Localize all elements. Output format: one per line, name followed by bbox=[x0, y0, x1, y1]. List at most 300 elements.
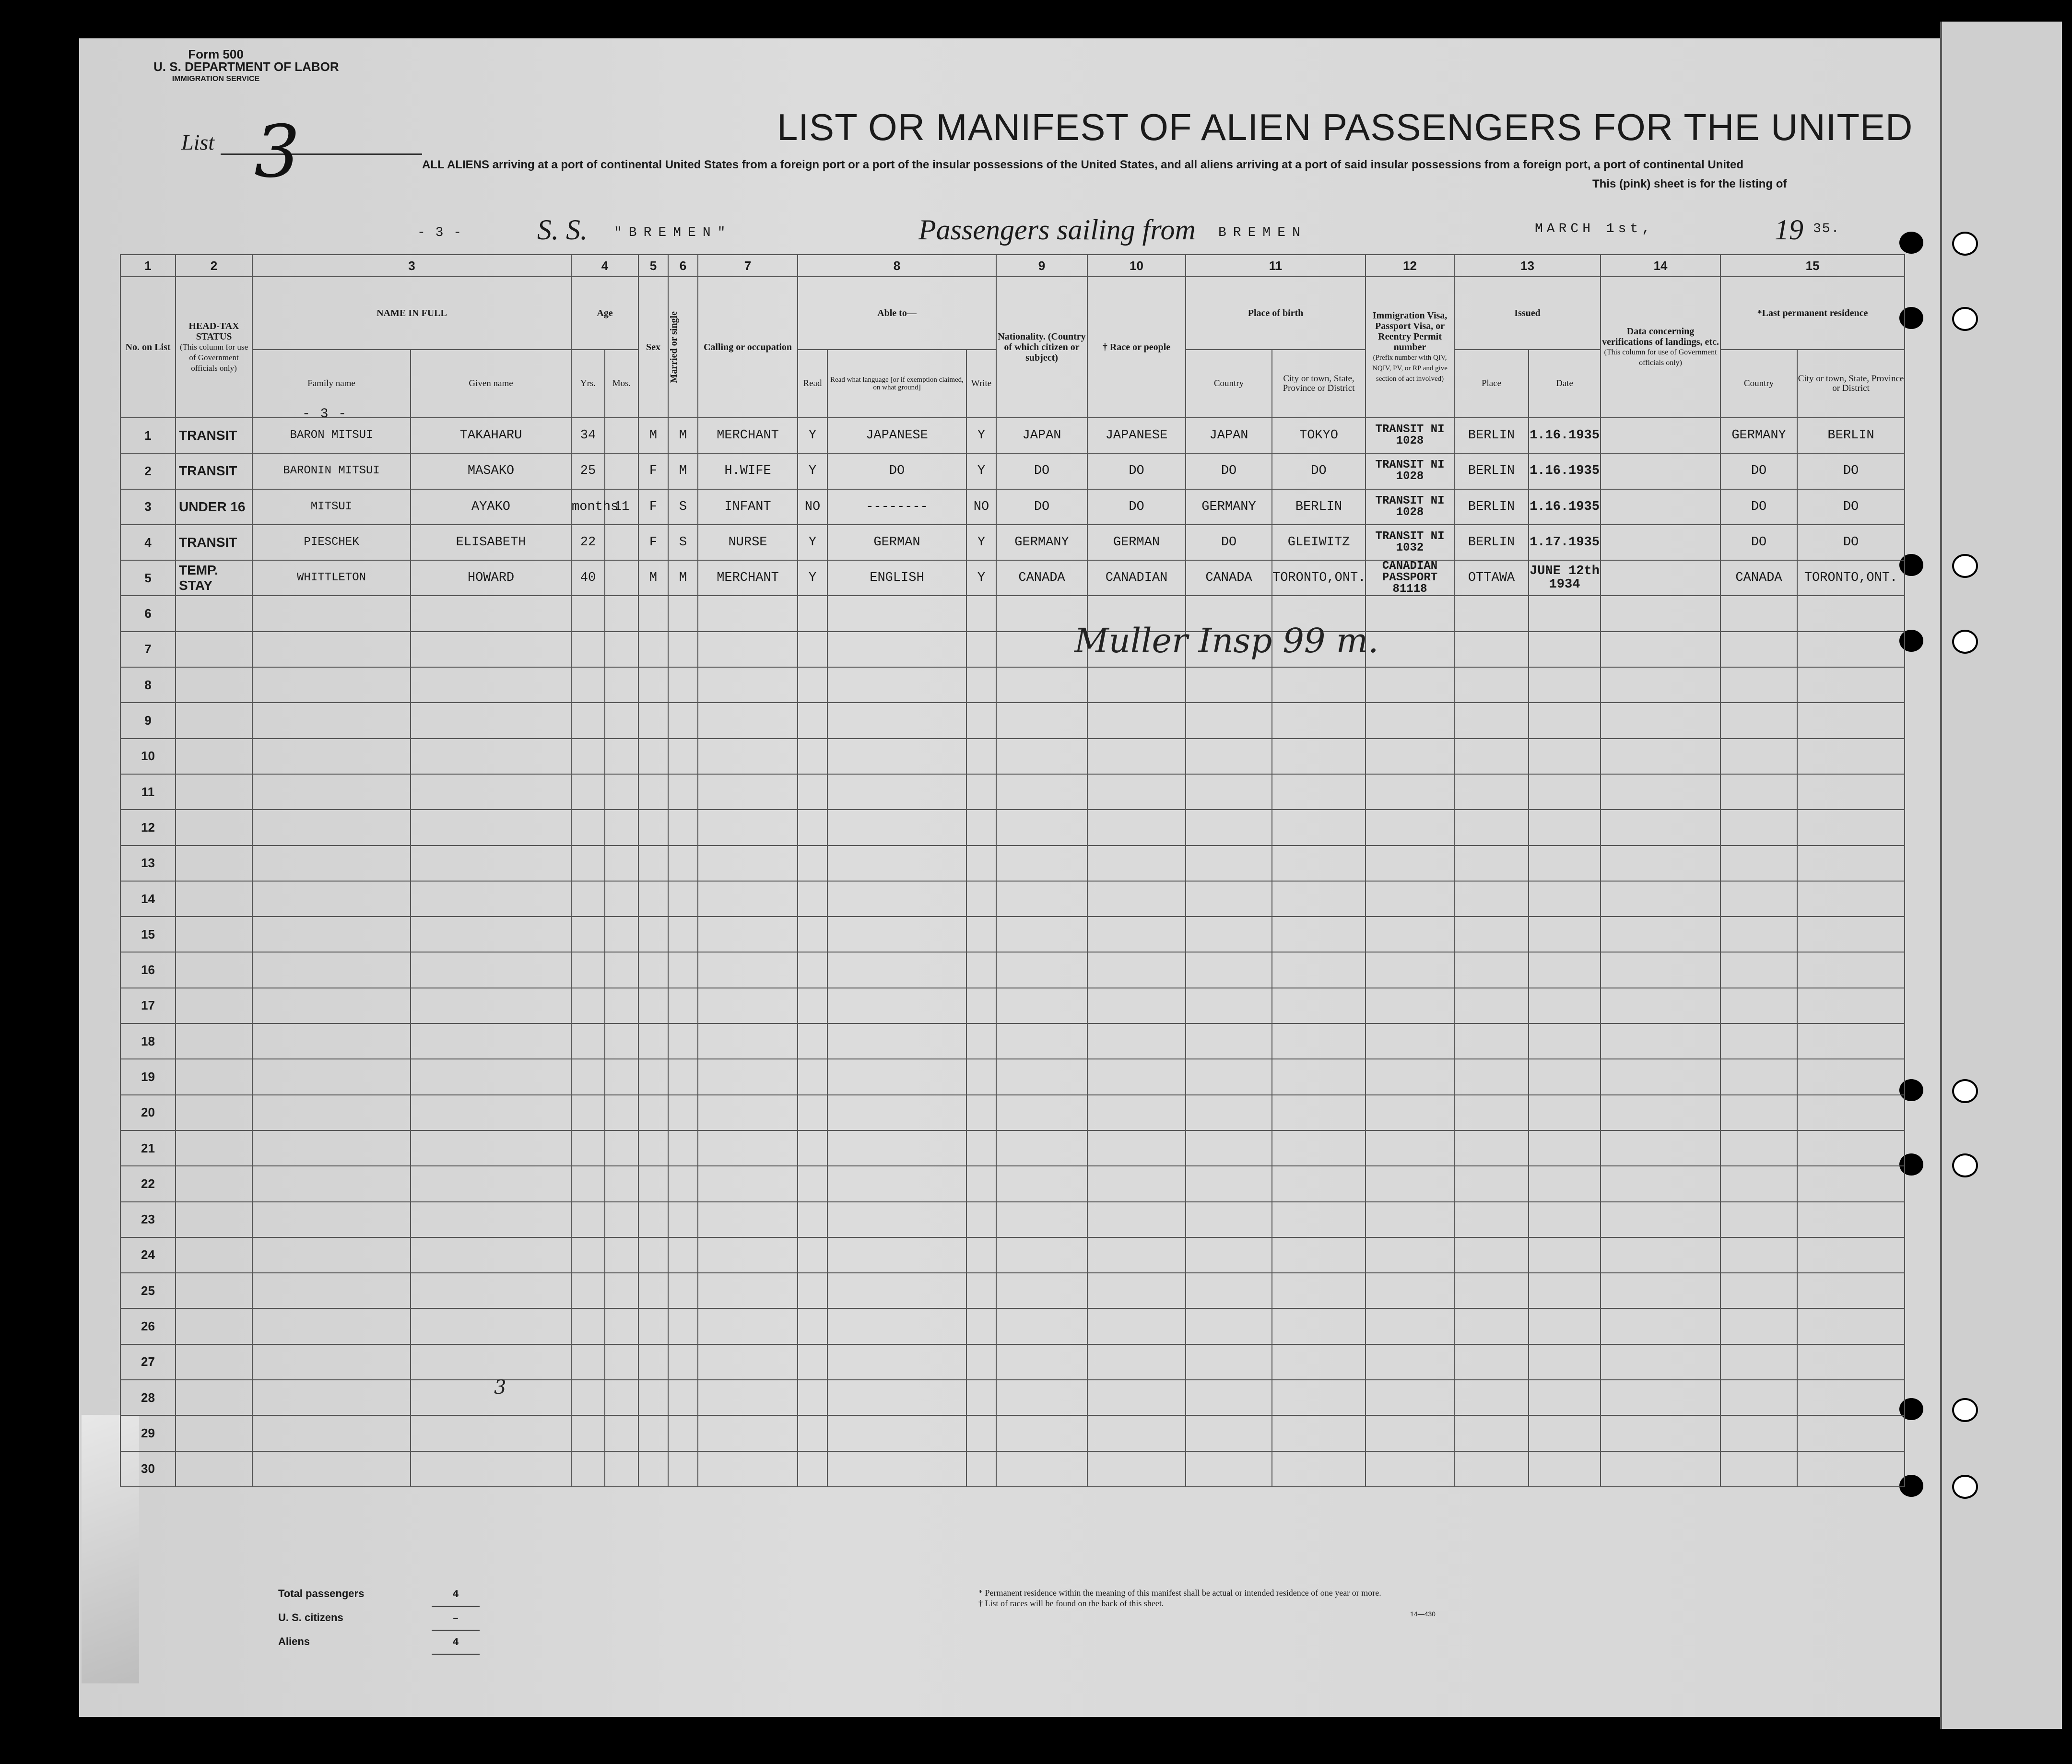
cell-mos bbox=[605, 596, 638, 631]
punch-hole-icon bbox=[1952, 1079, 1978, 1103]
cell-issued-date bbox=[1529, 952, 1601, 988]
cell-read: NO bbox=[798, 489, 827, 525]
cell-issued-place: BERLIN bbox=[1454, 489, 1529, 525]
cell-race bbox=[1087, 1130, 1186, 1166]
hdr-place-of-birth: Place of birth bbox=[1186, 277, 1366, 350]
cell-yrs bbox=[571, 881, 605, 917]
cell-sex: F bbox=[638, 489, 668, 525]
row-number: 29 bbox=[120, 1415, 176, 1451]
cell-mos bbox=[605, 1166, 638, 1201]
cell-visa bbox=[1366, 1059, 1454, 1094]
cell-calling bbox=[698, 1380, 798, 1415]
cell-given bbox=[411, 846, 571, 881]
cell-given bbox=[411, 1023, 571, 1059]
cell-issued-place bbox=[1454, 1130, 1529, 1166]
cell-issued-place bbox=[1454, 1308, 1529, 1344]
cell-given bbox=[411, 917, 571, 952]
cell-issued-date bbox=[1529, 1380, 1601, 1415]
cell-mos bbox=[605, 1059, 638, 1094]
col-number: 6 bbox=[668, 255, 698, 277]
cell-sex bbox=[638, 739, 668, 774]
cell-birth-country bbox=[1186, 1166, 1272, 1201]
cell-birth-country bbox=[1186, 1130, 1272, 1166]
cell-res-country bbox=[1720, 703, 1797, 738]
cell-nationality bbox=[996, 1308, 1087, 1344]
cell-family: BARONIN MITSUI bbox=[252, 453, 411, 489]
cell-write bbox=[966, 952, 996, 988]
cell-race bbox=[1087, 1059, 1186, 1094]
head-tax-status bbox=[176, 632, 252, 667]
cell-res-country bbox=[1720, 917, 1797, 952]
cell-mos bbox=[605, 1023, 638, 1059]
cell-language bbox=[827, 1237, 966, 1273]
total-passengers-value: 4 bbox=[432, 1584, 480, 1607]
sailing-label: Passengers sailing from bbox=[918, 214, 1196, 246]
cell-language bbox=[827, 1166, 966, 1201]
hdr-write: Write bbox=[966, 350, 996, 418]
cell-visa bbox=[1366, 667, 1454, 703]
cell-given bbox=[411, 774, 571, 810]
punch-hole-icon bbox=[1952, 1475, 1978, 1499]
port-name: BREMEN bbox=[1218, 225, 1307, 240]
cell-language bbox=[827, 881, 966, 917]
cell-birth-city bbox=[1272, 1380, 1366, 1415]
cell-race bbox=[1087, 1237, 1186, 1273]
cell-visa bbox=[1366, 1273, 1454, 1308]
cell-family bbox=[252, 1166, 411, 1201]
cell-family bbox=[252, 1451, 411, 1487]
cell-calling bbox=[698, 1451, 798, 1487]
punch-hole-icon bbox=[1899, 232, 1923, 254]
cell-married bbox=[668, 846, 698, 881]
ss-label: S. S. bbox=[537, 214, 588, 246]
cell-yrs bbox=[571, 1130, 605, 1166]
row-number: 11 bbox=[120, 774, 176, 810]
cell-race bbox=[1087, 952, 1186, 988]
cell-family bbox=[252, 988, 411, 1023]
cell-birth-country bbox=[1186, 988, 1272, 1023]
cell-sex bbox=[638, 810, 668, 845]
cell-nationality: DO bbox=[996, 453, 1087, 489]
cell-mos bbox=[605, 703, 638, 738]
row-number: 5 bbox=[120, 560, 176, 596]
cell-issued-date bbox=[1529, 1059, 1601, 1094]
cell-nationality: CANADA bbox=[996, 560, 1087, 596]
row-number: 26 bbox=[120, 1308, 176, 1344]
cell-family bbox=[252, 739, 411, 774]
cell-write bbox=[966, 1237, 996, 1273]
cell-language bbox=[827, 667, 966, 703]
cell-race bbox=[1087, 1095, 1186, 1130]
col-number: 3 bbox=[252, 255, 571, 277]
cell-given bbox=[411, 1166, 571, 1201]
aliens-value: 4 bbox=[432, 1632, 480, 1655]
cell-write bbox=[966, 1451, 996, 1487]
cell-mos bbox=[605, 1451, 638, 1487]
cell-read bbox=[798, 988, 827, 1023]
cell-visa: TRANSIT NI 1028 bbox=[1366, 453, 1454, 489]
cell-issued-place bbox=[1454, 1344, 1529, 1380]
subtitle-1: ALL ALIENS arriving at a port of continental United States from a foreign port or a port of the insular possessions of the United States, and all aliens arriving at a port of said insular possessions from a foreign port, a port of continental United bbox=[422, 158, 1744, 171]
cell-birth-city bbox=[1272, 988, 1366, 1023]
cell-sex bbox=[638, 1415, 668, 1451]
cell-read bbox=[798, 881, 827, 917]
cell-read bbox=[798, 810, 827, 845]
row-number: 4 bbox=[120, 525, 176, 560]
cell-given bbox=[411, 1380, 571, 1415]
cell-family bbox=[252, 846, 411, 881]
cell-mos bbox=[605, 525, 638, 560]
cell-sex bbox=[638, 1237, 668, 1273]
cell-language: ENGLISH bbox=[827, 560, 966, 596]
cell-married bbox=[668, 1415, 698, 1451]
cell-language bbox=[827, 1095, 966, 1130]
cell-language bbox=[827, 1023, 966, 1059]
cell-visa bbox=[1366, 596, 1454, 631]
cell-write bbox=[966, 1344, 996, 1380]
head-tax-status bbox=[176, 1308, 252, 1344]
cell-language: GERMAN bbox=[827, 525, 966, 560]
cell-read bbox=[798, 917, 827, 952]
page-title: LIST OR MANIFEST OF ALIEN PASSENGERS FOR THE UNITED bbox=[777, 106, 1913, 148]
row-number: 1 bbox=[120, 418, 176, 453]
table-row bbox=[120, 1130, 1905, 1166]
cell-write bbox=[966, 1308, 996, 1344]
cell-data bbox=[1601, 703, 1720, 738]
row-number: 13 bbox=[120, 846, 176, 881]
form-header bbox=[153, 47, 339, 85]
cell-res-country bbox=[1720, 846, 1797, 881]
cell-issued-place: OTTAWA bbox=[1454, 560, 1529, 596]
hdr-family-name: Family name bbox=[252, 350, 411, 418]
cell-married: M bbox=[668, 453, 698, 489]
cell-res-country: GERMANY bbox=[1720, 418, 1797, 453]
table-row bbox=[120, 1237, 1905, 1273]
cell-visa bbox=[1366, 1237, 1454, 1273]
row-number: 10 bbox=[120, 739, 176, 774]
cell-visa: TRANSIT NI 1028 bbox=[1366, 489, 1454, 525]
cell-mos bbox=[605, 1095, 638, 1130]
cell-write bbox=[966, 596, 996, 631]
cell-mos bbox=[605, 881, 638, 917]
cell-res-city: TORONTO,ONT. bbox=[1797, 560, 1905, 596]
cell-nationality bbox=[996, 774, 1087, 810]
head-tax-status bbox=[176, 1415, 252, 1451]
cell-res-country: DO bbox=[1720, 525, 1797, 560]
cell-given bbox=[411, 1451, 571, 1487]
cell-nationality bbox=[996, 703, 1087, 738]
head-tax-status bbox=[176, 667, 252, 703]
cell-res-country bbox=[1720, 1202, 1797, 1237]
cell-issued-place bbox=[1454, 1166, 1529, 1201]
cell-data bbox=[1601, 1344, 1720, 1380]
cell-sex bbox=[638, 1059, 668, 1094]
cell-calling bbox=[698, 1095, 798, 1130]
cell-res-country bbox=[1720, 1415, 1797, 1451]
cell-res-city bbox=[1797, 1202, 1905, 1237]
cell-mos bbox=[605, 846, 638, 881]
cell-language bbox=[827, 632, 966, 667]
cell-family bbox=[252, 774, 411, 810]
head-tax-status bbox=[176, 1237, 252, 1273]
cell-given: TAKAHARU bbox=[411, 418, 571, 453]
cell-issued-place bbox=[1454, 667, 1529, 703]
hdr-res-city: City or town, State, Province or District bbox=[1797, 350, 1905, 418]
cell-read bbox=[798, 1023, 827, 1059]
cell-sex bbox=[638, 1451, 668, 1487]
punch-hole-icon bbox=[1952, 307, 1978, 331]
row-number: 7 bbox=[120, 632, 176, 667]
cell-data bbox=[1601, 846, 1720, 881]
cell-family bbox=[252, 1059, 411, 1094]
row-number: 19 bbox=[120, 1059, 176, 1094]
cell-res-city bbox=[1797, 846, 1905, 881]
cell-issued-place bbox=[1454, 846, 1529, 881]
cell-birth-city: BERLIN bbox=[1272, 489, 1366, 525]
cell-language bbox=[827, 1059, 966, 1094]
hdr-name-in-full: NAME IN FULL bbox=[252, 277, 571, 350]
cell-birth-city bbox=[1272, 1130, 1366, 1166]
head-tax-status bbox=[176, 1273, 252, 1308]
hdr-calling: Calling or occupation bbox=[698, 277, 798, 418]
cell-issued-place: BERLIN bbox=[1454, 453, 1529, 489]
cell-visa bbox=[1366, 1202, 1454, 1237]
cell-res-city bbox=[1797, 1344, 1905, 1380]
col-number: 5 bbox=[638, 255, 668, 277]
cell-birth-country bbox=[1186, 739, 1272, 774]
cell-race bbox=[1087, 739, 1186, 774]
row-number: 18 bbox=[120, 1023, 176, 1059]
cell-write bbox=[966, 632, 996, 667]
cell-visa bbox=[1366, 1451, 1454, 1487]
head-tax-status: TRANSIT bbox=[176, 525, 252, 560]
cell-write bbox=[966, 1166, 996, 1201]
table-row bbox=[120, 632, 1905, 667]
table-row bbox=[120, 846, 1905, 881]
cell-sex bbox=[638, 988, 668, 1023]
hdr-no-on-list: No. on List bbox=[120, 277, 176, 418]
cell-birth-city bbox=[1272, 1344, 1366, 1380]
list-label: List bbox=[181, 130, 215, 154]
table-row bbox=[120, 952, 1905, 988]
row-number: 9 bbox=[120, 703, 176, 738]
hdr-visa bbox=[1366, 277, 1454, 418]
aliens-label: Aliens bbox=[278, 1635, 310, 1647]
cell-birth-city: DO bbox=[1272, 453, 1366, 489]
cell-married bbox=[668, 1095, 698, 1130]
cell-race bbox=[1087, 988, 1186, 1023]
cell-calling: H.WIFE bbox=[698, 453, 798, 489]
cell-birth-city: GLEIWITZ bbox=[1272, 525, 1366, 560]
col-number: 1 bbox=[120, 255, 176, 277]
hdr-given-name: Given name bbox=[411, 350, 571, 418]
hdr-nationality: Nationality. (Country of which citizen or subject) bbox=[996, 277, 1087, 418]
punch-hole-icon bbox=[1952, 1398, 1978, 1422]
ship-name: "BREMEN" bbox=[614, 225, 732, 240]
cell-sex bbox=[638, 1273, 668, 1308]
head-tax-status bbox=[176, 1166, 252, 1201]
cell-visa bbox=[1366, 632, 1454, 667]
head-tax-status: UNDER 16 bbox=[176, 489, 252, 525]
cell-birth-city bbox=[1272, 1023, 1366, 1059]
cell-nationality bbox=[996, 1130, 1087, 1166]
cell-nationality bbox=[996, 1273, 1087, 1308]
cell-res-city bbox=[1797, 1415, 1905, 1451]
row-number: 6 bbox=[120, 596, 176, 631]
list-number: 3 bbox=[254, 110, 300, 194]
cell-family bbox=[252, 1095, 411, 1130]
cell-issued-place bbox=[1454, 952, 1529, 988]
cell-issued-date: 1.16.1935 bbox=[1529, 489, 1601, 525]
cell-given bbox=[411, 1415, 571, 1451]
cell-issued-date bbox=[1529, 917, 1601, 952]
cell-visa bbox=[1366, 703, 1454, 738]
cell-res-country bbox=[1720, 810, 1797, 845]
hdr-issued-place: Place bbox=[1454, 350, 1529, 418]
cell-data bbox=[1601, 1237, 1720, 1273]
cell-calling: MERCHANT bbox=[698, 560, 798, 596]
cell-sex bbox=[638, 703, 668, 738]
cell-birth-country: GERMANY bbox=[1186, 489, 1272, 525]
cell-calling bbox=[698, 1023, 798, 1059]
cell-issued-place bbox=[1454, 774, 1529, 810]
table-row bbox=[120, 453, 1905, 489]
cell-mos bbox=[605, 1415, 638, 1451]
cell-language bbox=[827, 1380, 966, 1415]
col-number: 12 bbox=[1366, 255, 1454, 277]
cell-issued-place: BERLIN bbox=[1454, 525, 1529, 560]
cell-married bbox=[668, 988, 698, 1023]
cell-given bbox=[411, 1237, 571, 1273]
table-row bbox=[120, 774, 1905, 810]
sailing-date: MARCH 1st, bbox=[1535, 222, 1654, 236]
cell-data bbox=[1601, 1380, 1720, 1415]
cell-sex bbox=[638, 1202, 668, 1237]
cell-mos bbox=[605, 1237, 638, 1273]
cell-res-country bbox=[1720, 1273, 1797, 1308]
cell-language bbox=[827, 1344, 966, 1380]
cell-nationality bbox=[996, 846, 1087, 881]
cell-race bbox=[1087, 703, 1186, 738]
cell-nationality bbox=[996, 952, 1087, 988]
cell-married bbox=[668, 1237, 698, 1273]
table-row bbox=[120, 917, 1905, 952]
cell-language bbox=[827, 810, 966, 845]
cell-res-city bbox=[1797, 739, 1905, 774]
cell-res-city: DO bbox=[1797, 453, 1905, 489]
cell-res-city bbox=[1797, 1237, 1905, 1273]
cell-given bbox=[411, 632, 571, 667]
cell-calling bbox=[698, 667, 798, 703]
cell-birth-city bbox=[1272, 1166, 1366, 1201]
table-row bbox=[120, 1166, 1905, 1201]
row-number: 22 bbox=[120, 1166, 176, 1201]
head-tax-status bbox=[176, 1344, 252, 1380]
hdr-race: † Race or people bbox=[1087, 277, 1186, 418]
cell-res-city bbox=[1797, 774, 1905, 810]
hdr-read-language: Read what language [or if exemption claimed, on what ground] bbox=[827, 350, 966, 418]
cell-res-city bbox=[1797, 952, 1905, 988]
cell-res-country bbox=[1720, 1380, 1797, 1415]
head-tax-status bbox=[176, 846, 252, 881]
row-number: 12 bbox=[120, 810, 176, 845]
us-citizens-value: – bbox=[432, 1608, 480, 1631]
service: IMMIGRATION SERVICE bbox=[172, 75, 260, 83]
col-number: 4 bbox=[571, 255, 638, 277]
cell-married bbox=[668, 703, 698, 738]
aliens-row bbox=[278, 1631, 480, 1655]
cell-yrs: 25 bbox=[571, 453, 605, 489]
cell-issued-date bbox=[1529, 1202, 1601, 1237]
cell-birth-country bbox=[1186, 952, 1272, 988]
table-row bbox=[120, 1344, 1905, 1380]
hdr-head-tax-note: (This column for use of Government officials only) bbox=[179, 342, 248, 373]
cell-visa bbox=[1366, 1166, 1454, 1201]
cell-issued-place bbox=[1454, 1023, 1529, 1059]
cell-family bbox=[252, 596, 411, 631]
cell-yrs: 34 bbox=[571, 418, 605, 453]
cell-write bbox=[966, 1415, 996, 1451]
cell-issued-date bbox=[1529, 1273, 1601, 1308]
cell-married bbox=[668, 1202, 698, 1237]
cell-issued-place bbox=[1454, 703, 1529, 738]
cell-res-city bbox=[1797, 917, 1905, 952]
row-number: 20 bbox=[120, 1095, 176, 1130]
cell-mos bbox=[605, 774, 638, 810]
cell-yrs bbox=[571, 774, 605, 810]
cell-birth-country bbox=[1186, 774, 1272, 810]
cell-language bbox=[827, 1451, 966, 1487]
cell-write bbox=[966, 917, 996, 952]
cell-family bbox=[252, 881, 411, 917]
cell-race: GERMAN bbox=[1087, 525, 1186, 560]
cell-read bbox=[798, 846, 827, 881]
cell-write bbox=[966, 1273, 996, 1308]
cell-data bbox=[1601, 1130, 1720, 1166]
cell-nationality bbox=[996, 1166, 1087, 1201]
hdr-able-to: Able to— bbox=[798, 277, 996, 350]
cell-issued-date bbox=[1529, 1023, 1601, 1059]
cell-given bbox=[411, 739, 571, 774]
cell-birth-city bbox=[1272, 739, 1366, 774]
cell-data bbox=[1601, 632, 1720, 667]
punch-hole-icon bbox=[1952, 1153, 1978, 1177]
cell-nationality bbox=[996, 917, 1087, 952]
cell-read bbox=[798, 1130, 827, 1166]
cell-issued-date bbox=[1529, 739, 1601, 774]
cell-visa bbox=[1366, 1023, 1454, 1059]
cell-race bbox=[1087, 1273, 1186, 1308]
cell-res-city bbox=[1797, 703, 1905, 738]
row-number: 21 bbox=[120, 1130, 176, 1166]
cell-res-country bbox=[1720, 667, 1797, 703]
cell-married bbox=[668, 881, 698, 917]
cell-write: Y bbox=[966, 560, 996, 596]
cell-res-country bbox=[1720, 1344, 1797, 1380]
cell-res-country bbox=[1720, 1166, 1797, 1201]
cell-calling bbox=[698, 881, 798, 917]
cell-sex bbox=[638, 596, 668, 631]
head-tax-status bbox=[176, 596, 252, 631]
cell-birth-country bbox=[1186, 881, 1272, 917]
cell-given bbox=[411, 952, 571, 988]
cell-birth-country bbox=[1186, 917, 1272, 952]
cell-data bbox=[1601, 667, 1720, 703]
cell-language bbox=[827, 703, 966, 738]
row-number: 14 bbox=[120, 881, 176, 917]
table-row bbox=[120, 489, 1905, 525]
cell-given: MASAKO bbox=[411, 453, 571, 489]
